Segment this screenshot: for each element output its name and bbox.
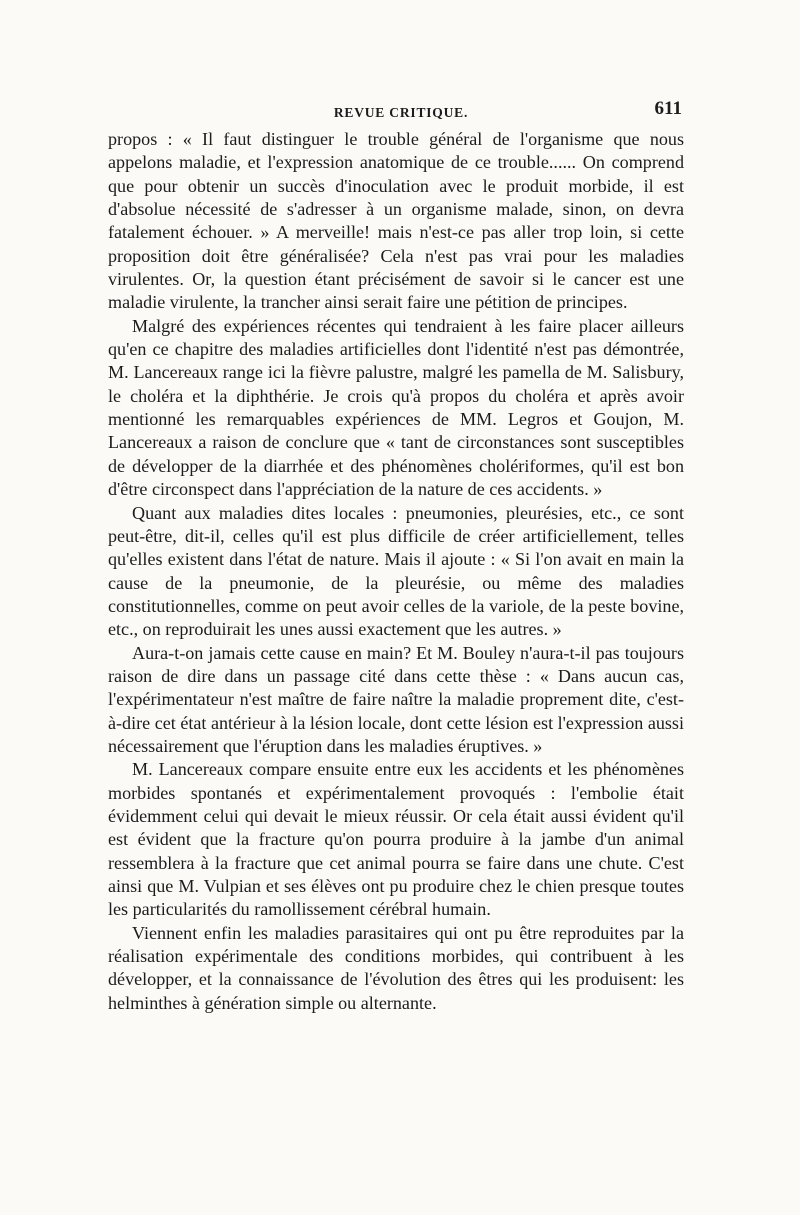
paragraph-1: propos : « Il faut distinguer le trouble général de l'organisme que nous appelons maladie, et l'expression anatomique de ce trouble...... On comprend que pour obtenir un succès d'inoculation avec le produit morbide, il est d'absolue nécessité de s'adresser à un organisme malade, sinon, on devra fatalement échouer. » A merveille! mais n'est-ce pas aller trop loin, si cette proposition doit être généralisée? Cela n'est pas vrai pour les maladies virulentes. Or, la question étant précisément de savoir si le cancer est une maladie virulente, la trancher ainsi serait faire une pétition de principes. xyxy=(108,129,684,313)
running-head xyxy=(108,98,684,128)
book-page xyxy=(108,98,684,1015)
page-number: 611 xyxy=(654,98,682,119)
paragraph-4: Aura-t-on jamais cette cause en main? Et M. Bouley n'aura-t-il pas toujours raison de dire dans un passage cité dans cette thèse : « Dans aucun cas, l'expérimentateur n'est maître de faire naître la maladie proprement dite, c'est-à-dire cet état antérieur à la lésion locale, dont cette lésion est l'expression aussi nécessairement que l'éruption dans les maladies éruptives. » xyxy=(108,642,685,756)
paragraph-6: Viennent enfin les maladies parasitaires qui ont pu être reproduites par la réalisation expérimentale des conditions morbides, qui contribuent à les développer, et la connaissance de l'évolution des êtres qui les produisent: les helminthes à génération simple ou alternante. xyxy=(108,922,684,1013)
paragraph-2: Malgré des expériences récentes qui tendraient à les faire placer ailleurs qu'en ce chapitre des maladies artificielles dont l'identité n'est pas démontrée, M. Lancereaux range ici la fièvre palustre, malgré les pamella de M. Salisbury, le choléra et la diphthérie. Je crois qu'à propos du choléra et après avoir mentionné les remarquables expériences de MM. Legros et Goujon, M. Lancereaux a raison de conclure que « tant de circonstances sont susceptibles de développer de la diarrhée et des phénomènes cholériformes, qu'il est bon d'être circonspect dans l'appréciation de la nature de ces accidents. » xyxy=(108,315,684,500)
running-title: REVUE CRITIQUE. xyxy=(333,105,469,120)
body-text xyxy=(108,128,684,1015)
paragraph-5: M. Lancereaux compare ensuite entre eux les accidents et les phénomènes morbides spontanés et expérimentalement provoqués : l'embolie était évidemment celui qui devait le mieux réussir. Or cela était aussi évident qu'il est évident que la fracture qu'on pourra produire à la jambe d'un animal ressemblera à la fracture que cet animal pourra se faire dans une chute. C'est ainsi que M. Vulpian et ses élèves ont pu produire chez le chien presque toutes les particularités du ramollissement cérébral humain. xyxy=(108,759,684,920)
paragraph-3: Quant aux maladies dites locales : pneumonies, pleurésies, etc., ce sont peut-être, dit-il, celles qu'il est plus difficile de créer artificiellement, telles qu'elles existent dans l'état de nature. Mais il ajoute : « Si l'on avait en main la cause de la pneumonie, de la pleurésie, ou même des maladies constitutionnelles, comme on peut avoir celles de la variole, de la peste bovine, etc., on reproduirait les unes aussi exactement que les autres. » xyxy=(108,502,684,640)
